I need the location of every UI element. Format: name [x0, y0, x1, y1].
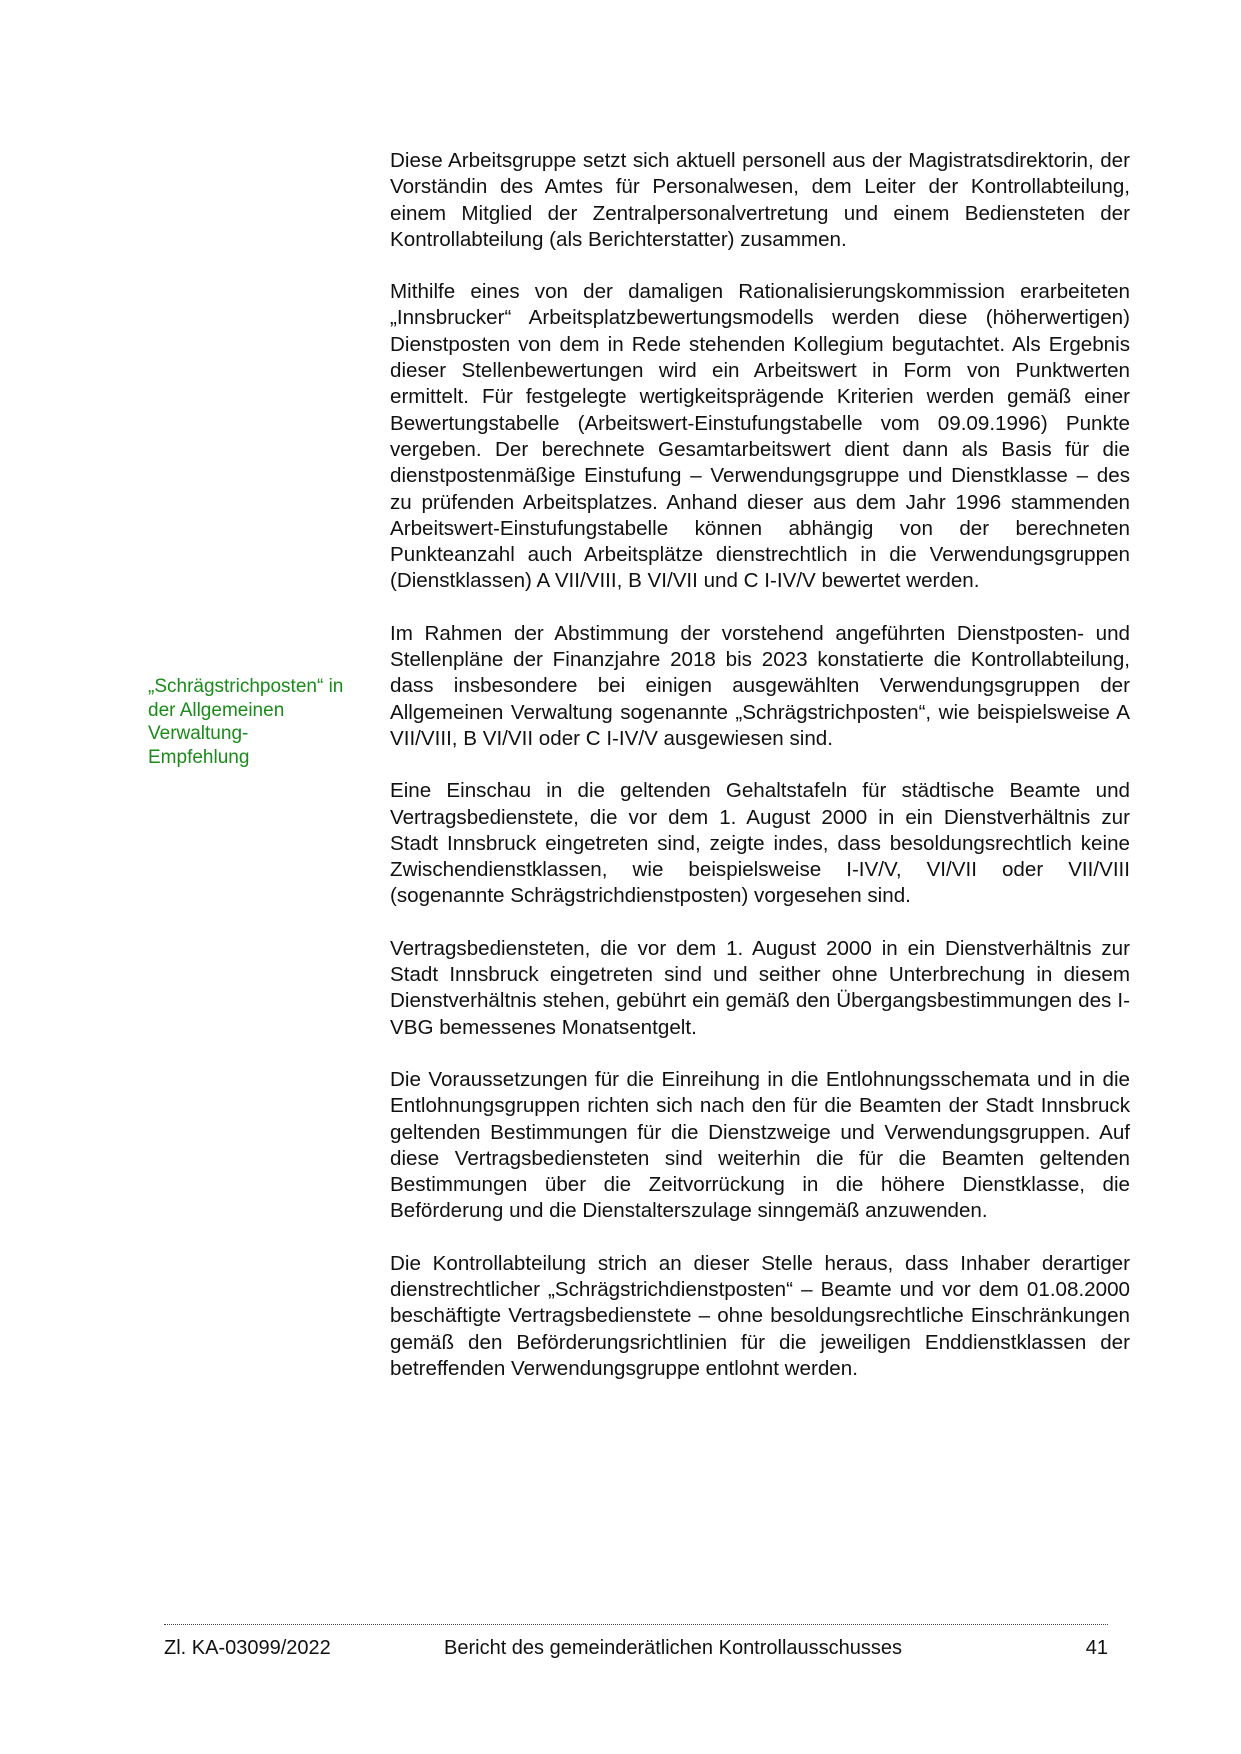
paragraph-gehaltstafeln: Eine Einschau in die geltenden Gehaltstafeln für städtische Beamte und Vertragsbedienstete, die vor dem 1. August 2000 in ein Dienstverhältnis zur Stadt Innsbruck eingetreten sind, zeigte indes, dass besoldungsrechtlich keine Zwischendienstklassen, wie beispielsweise I-IV/V, VI/VII oder VII/VIII (sogenannte Schrägstrichdienstposten) vorgesehen sind.	[390, 779, 1130, 908]
paragraph-arbeitsgruppe: Diese Arbeitsgruppe setzt sich aktuell personell aus der Magistratsdirektorin, der Vorständin des Amtes für Personalwesen, dem Leiter der Kontrollabteilung, einem Mitglied der Zentralpersonalvertretung und einem Bediensteten der Kontrollabteilung (als Berichterstatter) zusammen.	[390, 149, 1130, 251]
page-footer	[164, 1634, 1108, 1662]
margin-note-empfehlung: „Schrägstrichposten“ in der Allgemeinen Verwaltung-Empfehlung	[148, 676, 344, 768]
footer-reference: Zl. KA-03099/2022	[164, 1637, 331, 1659]
paragraph-kontrollabteilung-hinweis: Die Kontrollabteilung strich an dieser Stelle heraus, dass Inhaber derartiger dienstrechtlicher „Schrägstrichdienstposten“ – Beamte und vor dem 01.08.2000 beschäftigte Vertragsbedienstete – ohne besoldungsrechtliche Einschränkungen gemäß den Beförderungsrichtlinien für die jeweiligen Enddienstklassen der betreffenden Verwendungsgruppe entlohnt werden.	[390, 1251, 1130, 1380]
paragraph-schraegstrichposten: Im Rahmen der Abstimmung der vorstehend angeführten Dienstposten- und Stellenpläne der Finanzjahre 2018 bis 2023 konstatierte die Kontrollabteilung, dass insbesondere bei einigen ausgewählten Verwendungsgruppen der Allgemeinen Verwaltung sogenannte „Schrägstrichposten“, wie beispielsweise A VII/VIII, B VI/VII oder C I-IV/V ausgewiesen sind.	[390, 621, 1130, 750]
main-text-column	[390, 148, 1130, 1408]
paragraph-voraussetzungen: Die Voraussetzungen für die Einreihung in die Entlohnungsschemata und in die Entlohnungsgruppen richten sich nach den für die Beamten der Stadt Innsbruck geltenden Bestimmungen für die Dienstzweige und Verwendungsgruppen. Auf diese Vertragsbediensteten sind weiterhin die für die Beamten geltenden Bestimmungen über die Zeitvorrückung in die höhere Dienstklasse, die Beförderung und die Dienstalterszulage sinngemäß anzuwenden.	[390, 1067, 1130, 1223]
footer-report-title: Bericht des gemeinderätlichen Kontrollausschusses	[444, 1637, 903, 1659]
footer-page-number: 41	[1085, 1637, 1108, 1659]
paragraph-bewertungsmodell: Mithilfe eines von der damaligen Rationalisierungskommission erarbeiteten „Innsbrucker“ Arbeitsplatzbewertungsmodells werden diese (höherwertigen) Dienstposten von dem in Rede stehenden Kollegium begutachtet. Als Ergebnis dieser Stellenbewertungen wird ein Arbeitswert in Form von Punktwerten ermittelt. Für festgelegte wertigkeitsprägende Kriterien werden gemäß einer Bewertungstabelle (Arbeitswert-Einstufungstabelle vom 09.09.1996) Punkte vergeben. Der berechnete Gesamtarbeitswert dient dann als Basis für die dienstpostenmäßige Einstufung – Verwendungsgruppe und Dienstklasse – des zu prüfenden Arbeitsplatzes. Anhand dieser aus dem Jahr 1996 stammenden Arbeitswert-Einstufungstabelle können abhängig von der berechneten Punkteanzahl auch Arbeitsplätze dienstrechtlich in die Verwendungsgruppen (Dienstklassen) A VII/VIII, B VI/VII und C I-IV/V bewertet werden.	[390, 280, 1130, 593]
footer-divider	[164, 1624, 1108, 1625]
paragraph-vertragsbedienstete: Vertragsbediensteten, die vor dem 1. August 2000 in ein Dienstverhältnis zur Stadt Innsbruck eingetreten sind und seither ohne Unterbrechung in diesem Dienstverhältnis stehen, gebührt ein gemäß den Übergangsbestimmungen des I-VBG bemessenes Monatsentgelt.	[390, 936, 1130, 1039]
